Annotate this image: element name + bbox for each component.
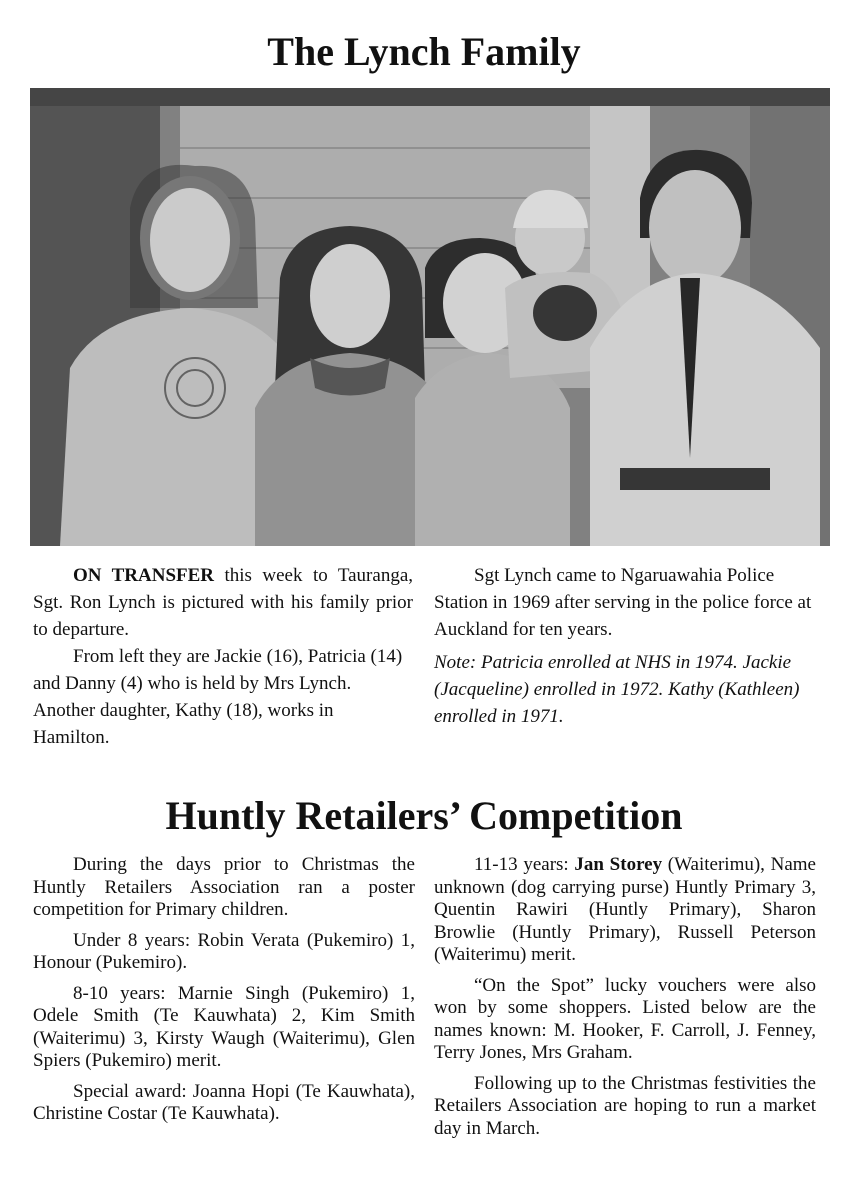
lead-on-transfer: ON TRANSFER <box>73 565 215 586</box>
family-photo-illustration <box>30 88 830 546</box>
article-title-lynch-family: The Lynch Family <box>267 29 581 74</box>
huntly-paragraph-vouchers: “On the Spot” lucky vouchers were also won by some shoppers. Listed below are the names known: M. Hooker, F. Carroll, J. Fenney, Terry Jones, Mrs Graham. <box>434 974 816 1063</box>
huntly-paragraph-intro: During the days prior to Christmas the Huntly Retailers Association ran a poster competition for Primary children. <box>33 854 415 920</box>
huntly-paragraph-market-day: Following up to the Christmas festivities the Retailers Association are hoping to run a market day in March. <box>434 1072 816 1139</box>
huntly-paragraph-under-8: Under 8 years: Robin Verata (Pukemiro) 1, Honour (Pukemiro). <box>33 929 415 973</box>
lynch-enrolment-note: Note: Patricia enrolled at NHS in 1974. Jackie (Jacqueline) enrolled in 1972. Kathy (Kathleen) enrolled in 1971. <box>434 652 800 727</box>
age-group-label: 11-13 years: <box>474 854 575 875</box>
lynch-column-left <box>33 562 413 751</box>
lynch-paragraph-2: From left they are Jackie (16), Patricia (14) and Danny (4) who is held by Mrs Lynch. Another daughter, Kathy (18), works in Hamilton. <box>33 646 403 748</box>
lynch-paragraph-1 <box>33 562 413 643</box>
huntly-paragraph-8-10: 8-10 years: Marnie Singh (Pukemiro) 1, Odele Smith (Te Kauwhata) 2, Kim Smith (Waiterimu) 3, Kirsty Waugh (Waiterimu), Glen Spiers (Pukemiro) merit. <box>33 982 415 1071</box>
huntly-paragraph-11-13-text: (Waiterimu), Name unknown (dog carrying purse) Huntly Primary 3, Quentin Rawiri (Huntly Primary), Sharon Browlie (Huntly Primary), Russell Peterson (Waiterimu) merit. <box>434 854 816 965</box>
lynch-column-right <box>434 562 816 730</box>
huntly-paragraph-11-13 <box>434 854 816 967</box>
article-title-huntly-retailers: Huntly Retailers’ Competition <box>165 793 683 838</box>
winner-name: Jan Storey <box>574 854 663 875</box>
huntly-column-right <box>434 854 816 1148</box>
family-photo <box>30 88 830 546</box>
huntly-paragraph-special-award: Special award: Joanna Hopi (Te Kauwhata), Christine Costar (Te Kauwhata). <box>33 1080 415 1124</box>
huntly-column-left <box>33 854 415 1134</box>
lynch-paragraph-3: Sgt Lynch came to Ngaruawahia Police Station in 1969 after serving in the police force at Auckland for ten years. <box>434 565 812 640</box>
lynch-paragraph-1-text: this week to Tauranga, Sgt. Ron Lynch is pictured with his family prior to departure. <box>33 565 413 640</box>
